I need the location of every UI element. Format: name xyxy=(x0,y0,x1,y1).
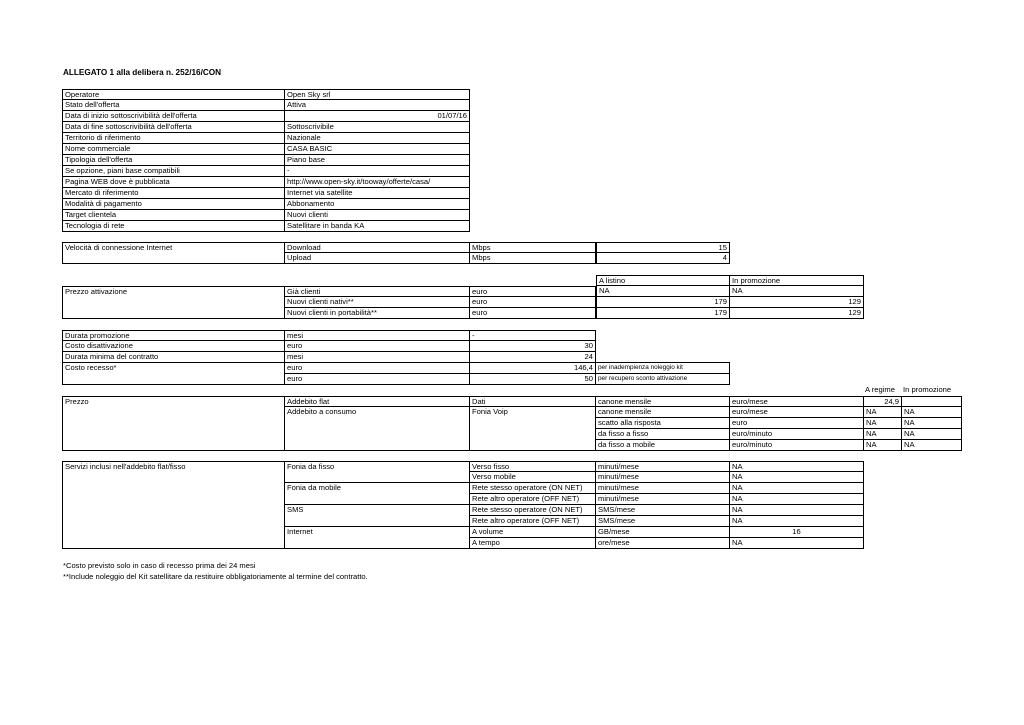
speed-dir: Upload xyxy=(285,253,470,264)
terms-value: - xyxy=(470,330,596,341)
services-value: NA xyxy=(730,483,864,494)
services-label: Servizi inclusi nell'addebito flat/fisso xyxy=(62,461,285,549)
price-label: Prezzo xyxy=(62,396,285,451)
services-item: Rete altro operatore (OFF NET) xyxy=(470,494,596,505)
price-unit: euro/minuto xyxy=(730,429,864,440)
activation-unit: euro xyxy=(470,297,596,308)
price-item: scatto alla risposta xyxy=(596,418,730,429)
terms-unit: mesi xyxy=(285,352,470,363)
offer-label: Tipologia dell'offerta xyxy=(62,155,285,166)
offer-value: Satellitare in banda KA xyxy=(285,221,470,232)
services-item: Rete altro operatore (OFF NET) xyxy=(470,516,596,527)
services-group: SMS xyxy=(285,505,470,527)
price-regime: 24,9 xyxy=(864,396,902,407)
speed-unit: Mbps xyxy=(470,253,596,264)
services-group: Fonia da fisso xyxy=(285,461,470,483)
price-promo: NA xyxy=(902,429,962,440)
offer-label: Operatore xyxy=(62,89,285,100)
services-unit: SMS/mese xyxy=(596,516,730,527)
offer-value: 01/07/16 xyxy=(285,111,470,122)
price-promo: NA xyxy=(902,407,962,418)
price-promo: NA xyxy=(902,440,962,451)
terms-label: Durata promozione xyxy=(62,330,285,341)
activation-promo: 129 xyxy=(730,308,864,319)
offer-value: Open Sky srl xyxy=(285,89,470,100)
terms-unit: mesi xyxy=(285,330,470,341)
offer-value: Abbonamento xyxy=(285,199,470,210)
activation-client: Nuovi clienti nativi** xyxy=(285,297,470,308)
services-value: NA xyxy=(730,461,864,472)
services-group: Fonia da mobile xyxy=(285,483,470,505)
services-value: NA xyxy=(730,505,864,516)
offer-value: Sottoscrivibile xyxy=(285,122,470,133)
services-item: A tempo xyxy=(470,538,596,549)
offer-value: Internet via satellite xyxy=(285,188,470,199)
price-promo xyxy=(902,396,962,407)
offer-value: Nazionale xyxy=(285,133,470,144)
col-header-promo: In promozione xyxy=(730,275,864,286)
offer-label: Modalità di pagamento xyxy=(62,199,285,210)
terms-value: 50 xyxy=(470,374,596,385)
terms-note: per recupero sconto attivazione xyxy=(596,374,730,385)
terms-unit: euro xyxy=(285,374,470,385)
price-unit: euro xyxy=(730,418,864,429)
offer-value: Piano base xyxy=(285,155,470,166)
offer-label: Tecnologia di rete xyxy=(62,221,285,232)
offer-value: Nuovi clienti xyxy=(285,210,470,221)
offer-label: Nome commerciale xyxy=(62,144,285,155)
price-regime: NA xyxy=(864,407,902,418)
offer-value: Attiva xyxy=(285,100,470,111)
offer-label: Data di fine sottoscrivibilità dell'offerta xyxy=(62,122,285,133)
services-unit: minuti/mese xyxy=(596,472,730,483)
services-unit: minuti/mese xyxy=(596,461,730,472)
services-item: Rete stesso operatore (ON NET) xyxy=(470,505,596,516)
activation-promo: 129 xyxy=(730,297,864,308)
terms-label: Durata minima del contratto xyxy=(62,352,285,363)
col-header-promo: In promozione xyxy=(903,385,952,394)
price-item: canone mensile xyxy=(596,407,730,418)
terms-value: 146,4 xyxy=(470,363,596,374)
price-regime: NA xyxy=(864,429,902,440)
services-value: NA xyxy=(730,516,864,527)
price-consumo: Addebito a consumo xyxy=(285,407,470,451)
price-regime: NA xyxy=(864,440,902,451)
offer-value: CASA BASIC xyxy=(285,144,470,155)
col-header-regime: A regime xyxy=(865,385,895,394)
speed-value: 4 xyxy=(596,253,730,264)
services-unit: ore/mese xyxy=(596,538,730,549)
activation-unit: euro xyxy=(470,308,596,319)
activation-promo: NA xyxy=(730,286,864,297)
offer-label: Data di inizio sottoscrivibilità dell'offerta xyxy=(62,111,285,122)
price-promo: NA xyxy=(902,418,962,429)
services-item: Verso fisso xyxy=(470,461,596,472)
price-item: canone mensile xyxy=(596,396,730,407)
footnote: *Costo previsto solo in caso di recesso prima dei 24 mesi xyxy=(63,561,256,570)
offer-label: Pagina WEB dove è pubblicata xyxy=(62,177,285,188)
terms-value: 24 xyxy=(470,352,596,363)
offer-value: http://www.open-sky.it/tooway/offerte/casa/ xyxy=(285,177,470,188)
document-title: ALLEGATO 1 alla delibera n. 252/16/CON xyxy=(63,68,222,77)
price-regime: NA xyxy=(864,418,902,429)
services-unit: SMS/mese xyxy=(596,505,730,516)
offer-value: - xyxy=(285,166,470,177)
price-item: da fisso a mobile xyxy=(596,440,730,451)
services-value: NA xyxy=(730,472,864,483)
services-unit: GB/mese xyxy=(596,527,730,538)
terms-label: Costo disattivazione xyxy=(62,341,285,352)
activation-listino: 179 xyxy=(596,308,730,319)
activation-client: Nuovi clienti in portabilità** xyxy=(285,308,470,319)
services-value: NA xyxy=(730,538,864,549)
terms-label: Costo recesso* xyxy=(62,363,285,385)
price-service: Dati xyxy=(470,396,596,407)
price-unit: euro/mese xyxy=(730,407,864,418)
offer-label: Stato dell'offerta xyxy=(62,100,285,111)
price-unit: euro/mese xyxy=(730,396,864,407)
activation-client: Già clienti xyxy=(285,286,470,297)
services-group: Internet xyxy=(285,527,470,549)
activation-listino: NA xyxy=(596,286,730,297)
speed-unit: Mbps xyxy=(470,242,596,253)
services-item: Rete stesso operatore (ON NET) xyxy=(470,483,596,494)
offer-label: Target clientela xyxy=(62,210,285,221)
activation-listino: 179 xyxy=(596,297,730,308)
terms-unit: euro xyxy=(285,363,470,374)
price-service: Fonia Voip xyxy=(470,407,596,451)
price-flat: Addebito flat xyxy=(285,396,470,407)
services-unit: minuti/mese xyxy=(596,494,730,505)
services-item: A volume xyxy=(470,527,596,538)
speed-label: Velocità di connessione Internet xyxy=(62,242,285,264)
services-value: 16 xyxy=(730,527,864,538)
price-unit: euro/minuto xyxy=(730,440,864,451)
terms-note: per inadempienza noleggio kit xyxy=(596,362,730,374)
offer-label: Se opzione, piani base compatibili xyxy=(62,166,285,177)
offer-label: Territorio di riferimento xyxy=(62,133,285,144)
speed-value: 15 xyxy=(596,242,730,253)
services-unit: minuti/mese xyxy=(596,483,730,494)
terms-value: 30 xyxy=(470,341,596,352)
offer-label: Mercato di riferimento xyxy=(62,188,285,199)
speed-dir: Download xyxy=(285,242,470,253)
terms-unit: euro xyxy=(285,341,470,352)
services-value: NA xyxy=(730,494,864,505)
col-header-listino: A listino xyxy=(596,275,730,286)
activation-unit: euro xyxy=(470,286,596,297)
footnote: **Include noleggio del Kit satellitare da restituire obbligatoriamente al termine del contratto. xyxy=(63,572,368,581)
services-item: Verso mobile xyxy=(470,472,596,483)
price-item: da fisso a fisso xyxy=(596,429,730,440)
activation-label: Prezzo attivazione xyxy=(62,286,285,319)
